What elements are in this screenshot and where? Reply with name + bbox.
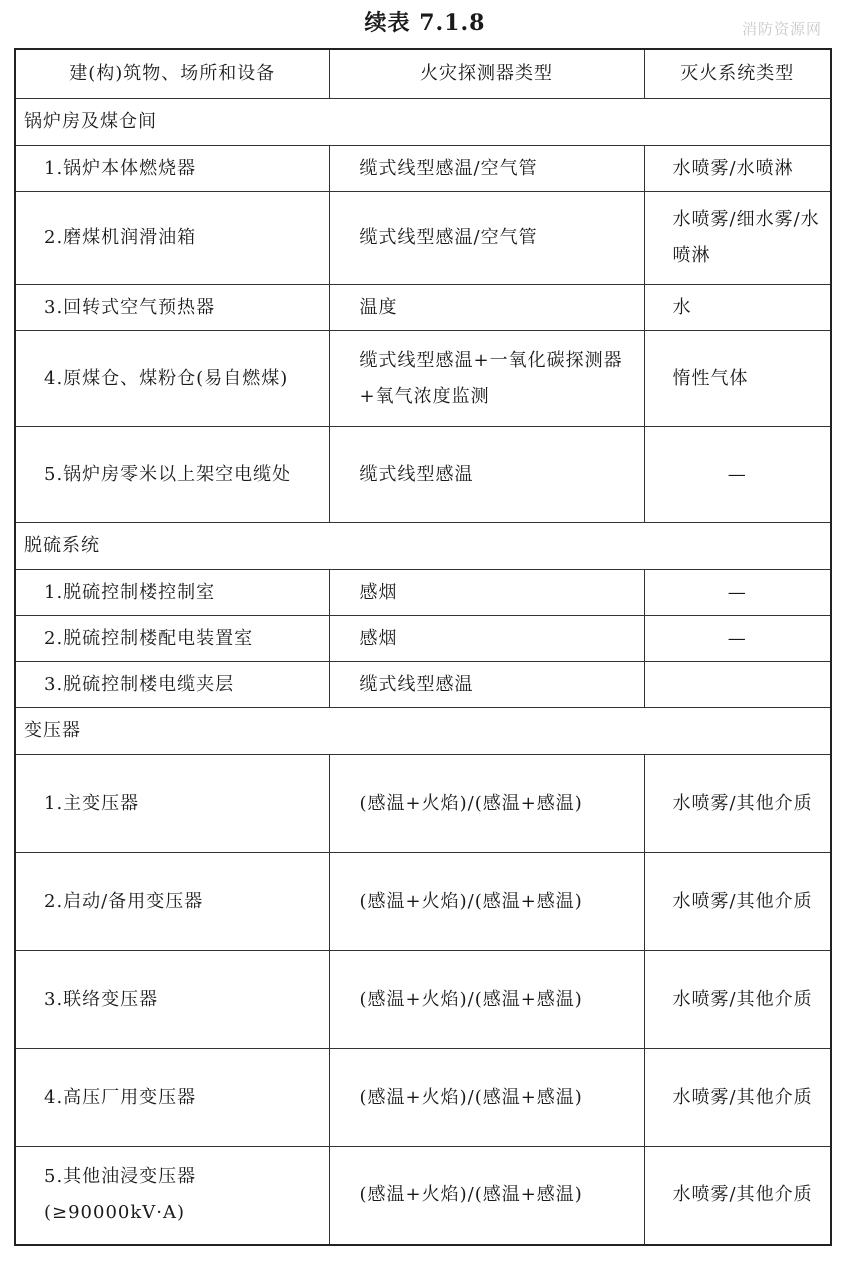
system-cell: 水喷雾/其他介质: [644, 853, 831, 951]
header-system: 灭火系统类型: [644, 49, 831, 99]
table-row: [15, 570, 831, 616]
table-row: [15, 616, 831, 662]
detector-cell: (感温+火焰)/(感温+感温): [329, 951, 644, 1049]
table-row: [15, 755, 831, 853]
table-row: [15, 662, 831, 708]
item-cell: 4.原煤仓、煤粉仓(易自燃煤): [15, 331, 329, 427]
item-cell: 3.脱硫控制楼电缆夹层: [15, 662, 329, 708]
table-row: [15, 1049, 831, 1147]
table-row: [15, 427, 831, 523]
header-building: 建(构)筑物、场所和设备: [15, 49, 329, 99]
detector-cell: 缆式线型感温/空气管: [329, 192, 644, 285]
table-row: [15, 146, 831, 192]
system-cell: 水喷雾/其他介质: [644, 951, 831, 1049]
detector-cell: (感温+火焰)/(感温+感温): [329, 853, 644, 951]
item-cell: 5.锅炉房零米以上架空电缆处: [15, 427, 329, 523]
system-cell: —: [644, 570, 831, 616]
system-cell: 水喷雾/其他介质: [644, 1049, 831, 1147]
table-row: [15, 1147, 831, 1245]
table-row: [15, 853, 831, 951]
table-row: [15, 192, 831, 285]
item-cell: 2.脱硫控制楼配电装置室: [15, 616, 329, 662]
detector-cell: 缆式线型感温/空气管: [329, 146, 644, 192]
header-detector: 火灾探测器类型: [329, 49, 644, 99]
system-cell: —: [644, 616, 831, 662]
table-title: 续表 7.1.8: [364, 10, 486, 36]
system-cell: 水喷雾/其他介质: [644, 1147, 831, 1245]
system-cell: 水喷雾/其他介质: [644, 755, 831, 853]
detector-cell: 缆式线型感温: [329, 662, 644, 708]
header-row: [15, 49, 831, 99]
item-cell: 2.启动/备用变压器: [15, 853, 329, 951]
system-cell: —: [644, 427, 831, 523]
detector-cell: 感烟: [329, 616, 644, 662]
section-row: [15, 708, 831, 755]
section-row: [15, 523, 831, 570]
detector-cell: 缆式线型感温+一氧化碳探测器+氧气浓度监测: [329, 331, 644, 427]
item-cell: 1.脱硫控制楼控制室: [15, 570, 329, 616]
table-row: [15, 331, 831, 427]
detector-cell: (感温+火焰)/(感温+感温): [329, 755, 644, 853]
section-title: 脱硫系统: [15, 523, 831, 570]
item-cell: 4.高压厂用变压器: [15, 1049, 329, 1147]
system-cell: 水: [644, 285, 831, 331]
detector-cell: 感烟: [329, 570, 644, 616]
watermark: 消防资源网: [741, 20, 822, 38]
item-cell: 2.磨煤机润滑油箱: [15, 192, 329, 285]
item-cell: 5.其他油浸变压器(≥90000kV·A): [15, 1147, 329, 1245]
system-cell: [644, 662, 831, 708]
detector-cell: (感温+火焰)/(感温+感温): [329, 1049, 644, 1147]
system-cell: 水喷雾/水喷淋: [644, 146, 831, 192]
detector-cell: 温度: [329, 285, 644, 331]
section-title: 变压器: [15, 708, 831, 755]
table-row: [15, 285, 831, 331]
item-cell: 3.回转式空气预热器: [15, 285, 329, 331]
detector-cell: 缆式线型感温: [329, 427, 644, 523]
section-row: [15, 99, 831, 146]
detector-cell: (感温+火焰)/(感温+感温): [329, 1147, 644, 1245]
fire-detection-table: [14, 48, 832, 1246]
item-cell: 3.联络变压器: [15, 951, 329, 1049]
table-row: [15, 951, 831, 1049]
item-cell: 1.主变压器: [15, 755, 329, 853]
item-cell: 1.锅炉本体燃烧器: [15, 146, 329, 192]
system-cell: 水喷雾/细水雾/水喷淋: [644, 192, 831, 285]
system-cell: 惰性气体: [644, 331, 831, 427]
section-title: 锅炉房及煤仓间: [15, 99, 831, 146]
